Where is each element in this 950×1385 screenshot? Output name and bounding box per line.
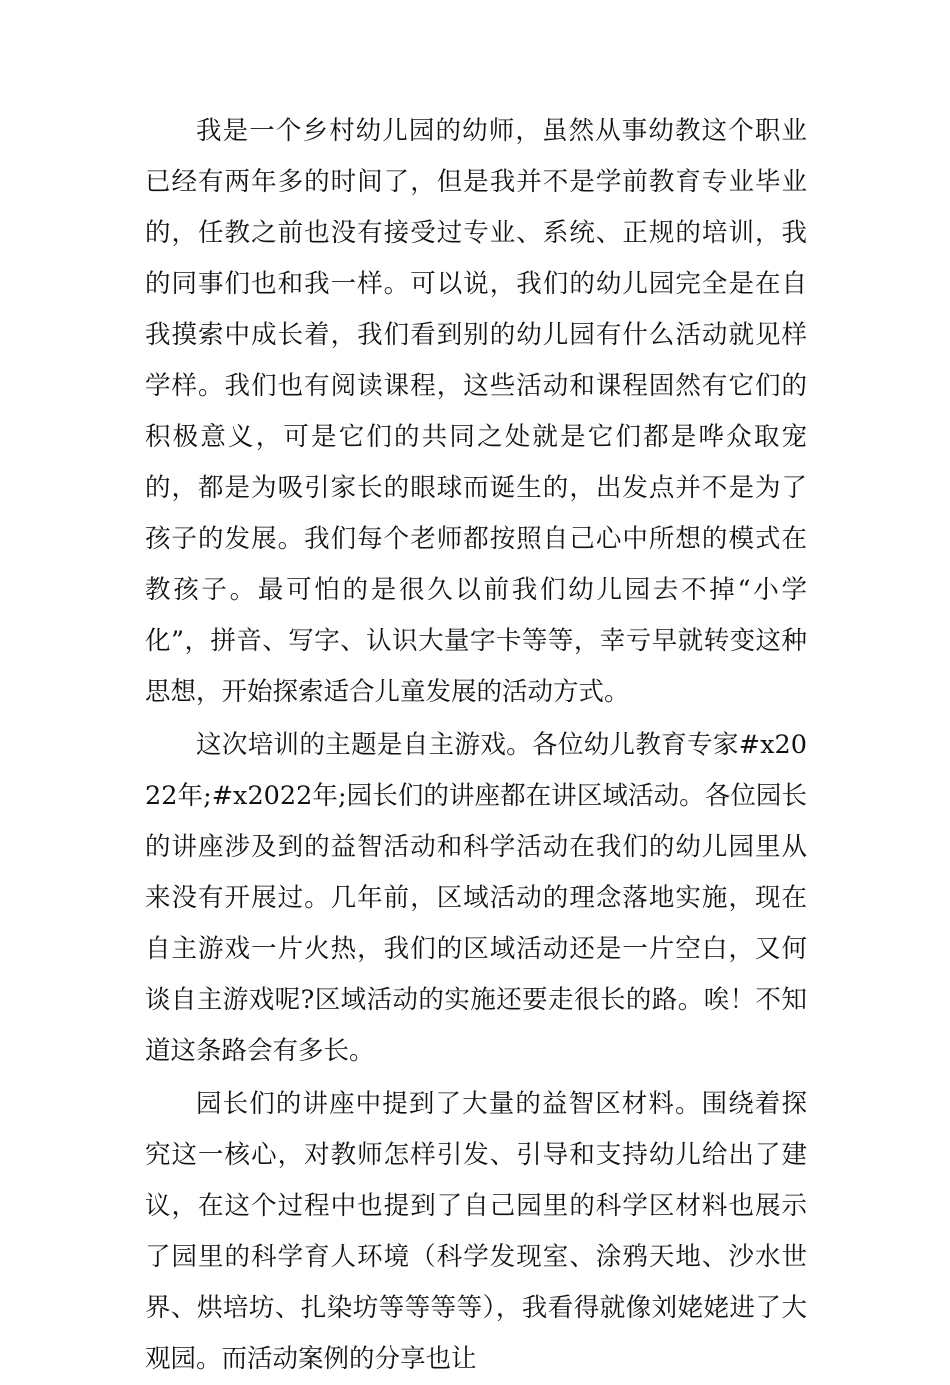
paragraph-3: 园长们的讲座中提到了大量的益智区材料。围绕着探究这一核心，对教师怎样引发、引导和支持幼儿给出了建议，在这个过程中也提到了自己园里的科学区材料也展示了园里的科学育人环境（科学发现室、涂鸦天地、沙水世界、烘培坊、扎染坊等等等等），我看得就像刘姥姥进了大观园。而活动案例的分享也让: [145, 1089, 807, 1374]
paragraph-2: 这次培训的主题是自主游戏。各位幼儿教育专家#x2022年;#x2022年;园长们的讲座都在讲区域活动。各位园长的讲座涉及到的益智活动和科学活动在我们的幼儿园里从来没有开展过。几年前，区域活动的理念落地实施，现在自主游戏一片火热，我们的区域活动还是一片空白，又何谈自主游戏呢?区域活动的实施还要走很长的路。唉！不知道这条路会有多长。: [145, 730, 807, 1066]
paragraph-1: 我是一个乡村幼儿园的幼师，虽然从事幼教这个职业已经有两年多的时间了，但是我并不是学前教育专业毕业的，任教之前也没有接受过专业、系统、正规的培训，我的同事们也和我一样。可以说，我们的幼儿园完全是在自我摸索中成长着，我们看到别的幼儿园有什么活动就见样学样。我们也有阅读课程，这些活动和课程固然有它们的积极意义，可是它们的共同之处就是它们都是哗众取宠的，都是为吸引家长的眼球而诞生的，出发点并不是为了孩子的发展。我们每个老师都按照自己心中所想的模式在教孩子。最可怕的是很久以前我们幼儿园去不掉“小学化”，拼音、写字、认识大量字卡等等，幸亏早就转变这种思想，开始探索适合儿童发展的活动方式。: [145, 116, 807, 707]
document-body: [145, 106, 807, 1385]
